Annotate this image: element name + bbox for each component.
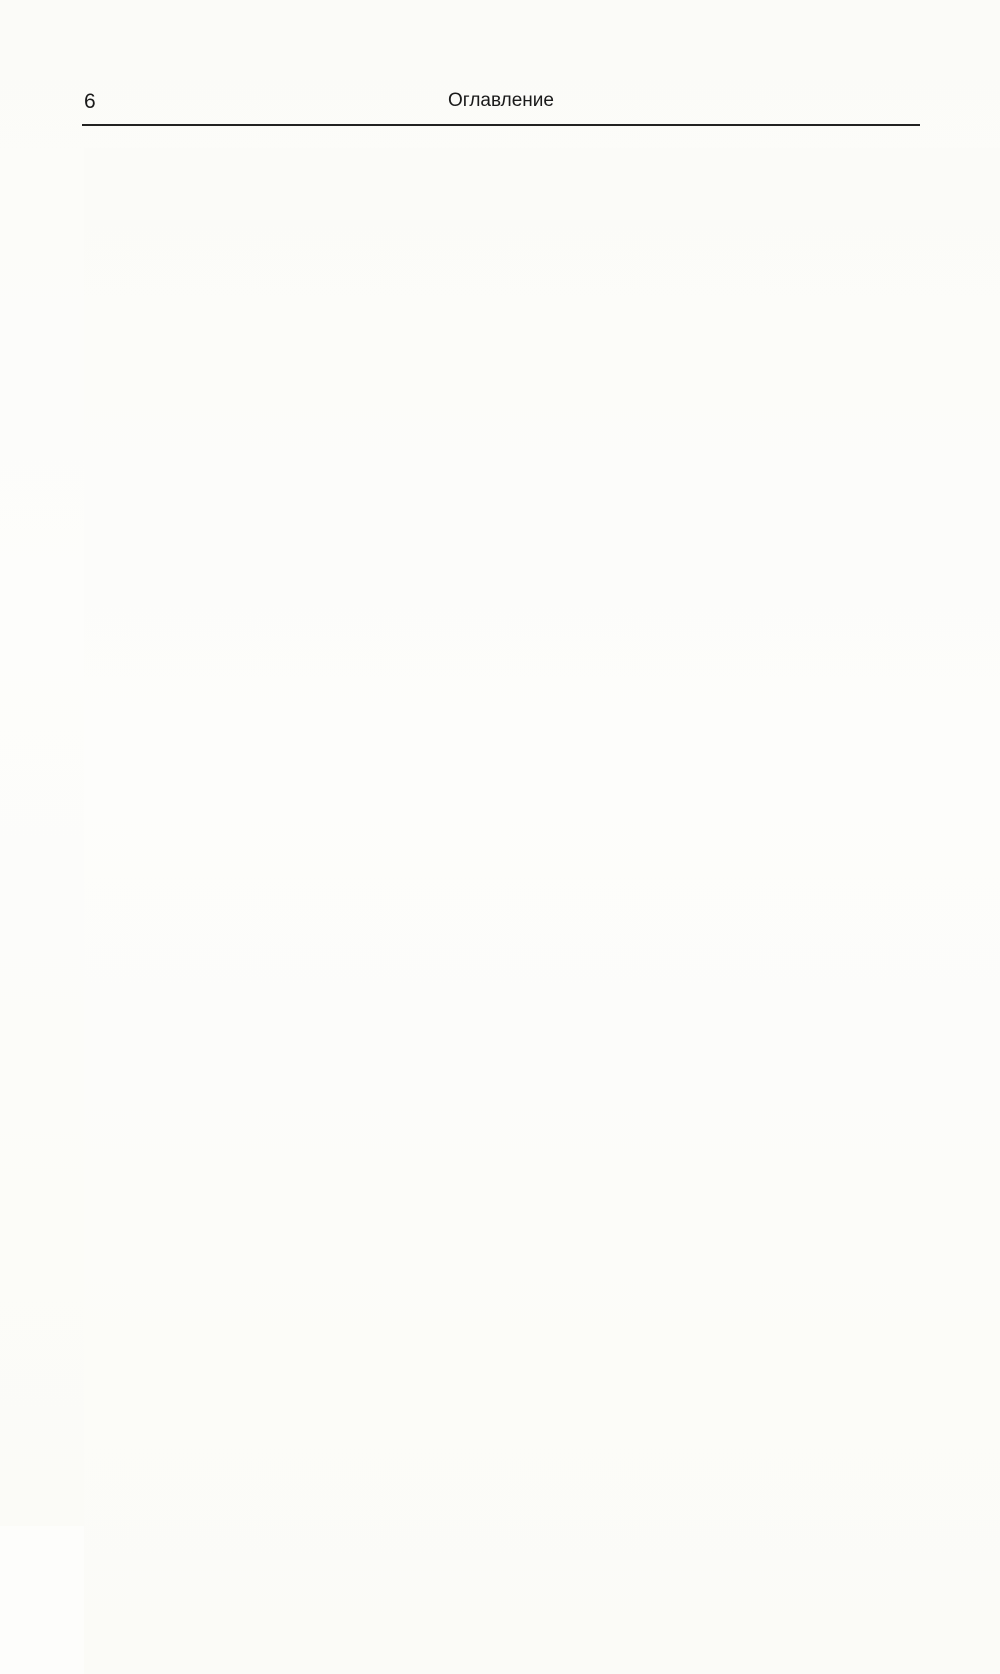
toc-literature[interactable] — [84, 1299, 918, 1339]
page-number: 6 — [84, 90, 96, 113]
table-of-contents — [84, 148, 918, 1339]
page-header — [82, 88, 920, 126]
literature-page — [84, 148, 1000, 1674]
running-title: Оглавление — [448, 90, 554, 111]
